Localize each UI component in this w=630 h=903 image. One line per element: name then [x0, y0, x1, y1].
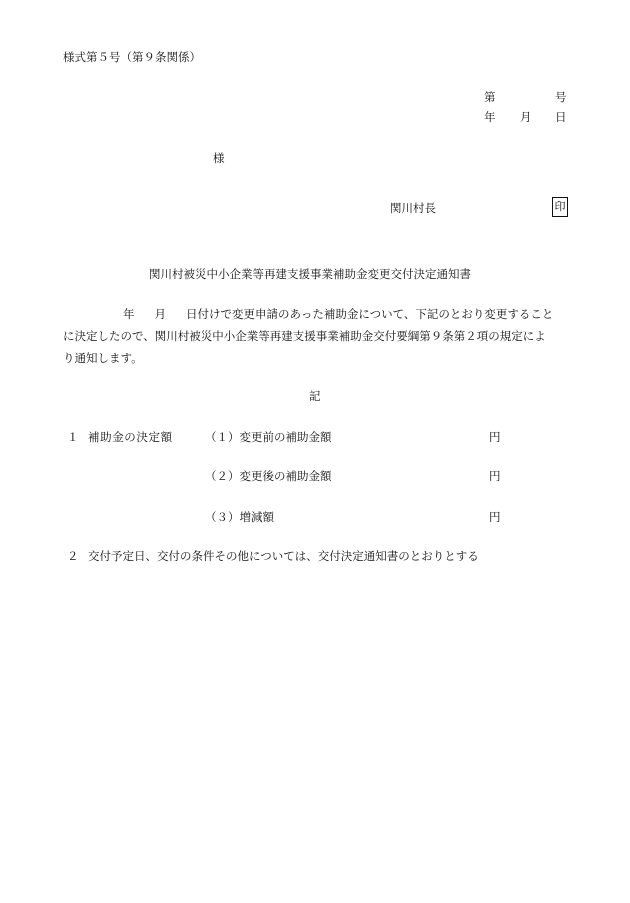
subitem-difference-label: （３）増減額	[205, 510, 274, 524]
body-month-label: 月	[154, 307, 166, 321]
subitem-before-amount-unit: 円	[489, 430, 501, 444]
item-1-number: １	[67, 430, 79, 444]
item-1-label: 補助金の決定額	[88, 430, 173, 444]
seal-box: 印	[552, 197, 568, 217]
document-number-suffix: 号	[555, 90, 567, 104]
item-2-number: ２	[67, 549, 79, 563]
document-number-label: 第	[484, 90, 496, 104]
subitem-before-amount-label: （１）変更前の補助金額	[205, 430, 332, 444]
ki-heading: 記	[309, 389, 321, 403]
body-paragraph-line-2: に決定したので、関川村被災中小企業等再建支援事業補助金交付要綱第９条第２項の規定によ	[63, 329, 546, 343]
date-day-label: 日	[555, 110, 567, 124]
date-month-label: 月	[520, 110, 532, 124]
form-number: 様式第５号（第９条関係）	[63, 50, 201, 64]
document-title: 関川村被災中小企業等再建支援事業補助金変更交付決定通知書	[149, 267, 471, 281]
item-2-text: 交付予定日、交付の条件その他については、交付決定通知書のとおりとする	[88, 549, 479, 563]
body-line-1-text: 日付けで変更申請のあった補助金について、下記のとおり変更すること	[186, 307, 554, 321]
date-year-label: 年	[484, 110, 496, 124]
subitem-difference-unit: 円	[489, 510, 501, 524]
body-paragraph-line-3: り通知します。	[63, 351, 143, 365]
body-year-label: 年	[123, 307, 135, 321]
subitem-after-amount-unit: 円	[489, 469, 501, 483]
issuer-name: 関川村長	[390, 201, 436, 215]
addressee-honorific: 様	[213, 151, 225, 165]
subitem-after-amount-label: （２）変更後の補助金額	[205, 469, 332, 483]
body-paragraph-line-1	[63, 308, 553, 322]
